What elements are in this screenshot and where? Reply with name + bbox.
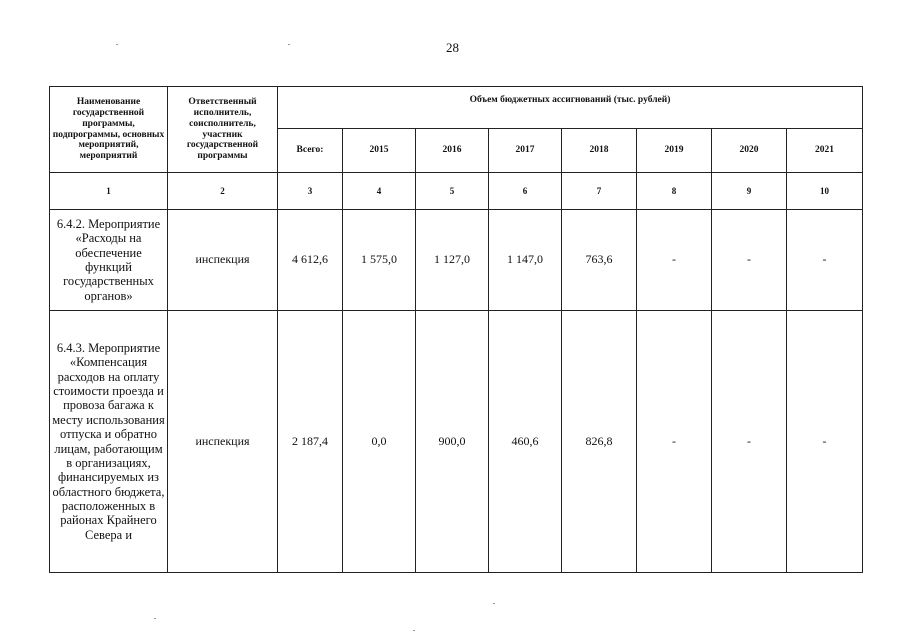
row-total-cell: 4 612,6: [278, 210, 343, 311]
column-number-cell: 7: [562, 173, 637, 210]
row-name-cell: 6.4.2. Мероприятие «Расходы на обеспечение функций государственных органов»: [50, 210, 168, 311]
row-value-cell: 826,8: [562, 311, 637, 573]
column-number-cell: 5: [416, 173, 489, 210]
column-number-row: [50, 173, 863, 210]
header-total-cell: Всего:: [278, 129, 343, 173]
header-row-top: [50, 87, 863, 129]
row-value-cell: -: [787, 311, 863, 573]
column-number-cell: 10: [787, 173, 863, 210]
scan-speck: [288, 44, 290, 45]
scan-speck: [154, 618, 156, 619]
column-number-cell: 6: [489, 173, 562, 210]
table-row: [50, 210, 863, 311]
budget-table: [49, 86, 863, 573]
scan-speck: [116, 44, 118, 45]
header-year-cell: 2016: [416, 129, 489, 173]
scan-speck: [413, 630, 415, 631]
row-name-cell: 6.4.3. Мероприятие «Компенсация расходов на оплату стоимости проезда и провоза багажа к месту использования отпуска и обратно лицам, работающим в организациях, финансируемых из областного бюджета, расположенных в районах Крайнего Севера и: [50, 311, 168, 573]
column-number-cell: 3: [278, 173, 343, 210]
row-value-cell: 1 147,0: [489, 210, 562, 311]
row-value-cell: 1 575,0: [343, 210, 416, 311]
header-year-cell: 2020: [712, 129, 787, 173]
row-value-cell: 0,0: [343, 311, 416, 573]
column-number-cell: 8: [637, 173, 712, 210]
row-responsible-cell: инспекция: [168, 311, 278, 573]
row-value-cell: 460,6: [489, 311, 562, 573]
row-value-cell: 900,0: [416, 311, 489, 573]
column-number-cell: 4: [343, 173, 416, 210]
row-value-cell: -: [637, 311, 712, 573]
row-value-cell: 763,6: [562, 210, 637, 311]
header-year-cell: 2017: [489, 129, 562, 173]
column-number-cell: 2: [168, 173, 278, 210]
column-number-cell: 1: [50, 173, 168, 210]
row-value-cell: -: [712, 311, 787, 573]
header-year-cell: 2018: [562, 129, 637, 173]
header-name-cell: Наименование государственной программы, подпрограммы, основных мероприятий, мероприятий: [50, 87, 168, 173]
header-year-cell: 2021: [787, 129, 863, 173]
header-budget-group-cell: Объем бюджетных ассигнований (тыс. рублей): [278, 87, 863, 129]
column-number-cell: 9: [712, 173, 787, 210]
scan-speck: [493, 603, 495, 604]
header-year-cell: 2019: [637, 129, 712, 173]
header-responsible-cell: Ответственный исполнитель, соисполнитель, участник государственной программы: [168, 87, 278, 173]
table-row: [50, 311, 863, 573]
row-value-cell: -: [712, 210, 787, 311]
row-value-cell: 1 127,0: [416, 210, 489, 311]
row-value-cell: -: [787, 210, 863, 311]
row-value-cell: -: [637, 210, 712, 311]
row-responsible-cell: инспекция: [168, 210, 278, 311]
page-number: 28: [446, 40, 459, 55]
row-total-cell: 2 187,4: [278, 311, 343, 573]
header-year-cell: 2015: [343, 129, 416, 173]
